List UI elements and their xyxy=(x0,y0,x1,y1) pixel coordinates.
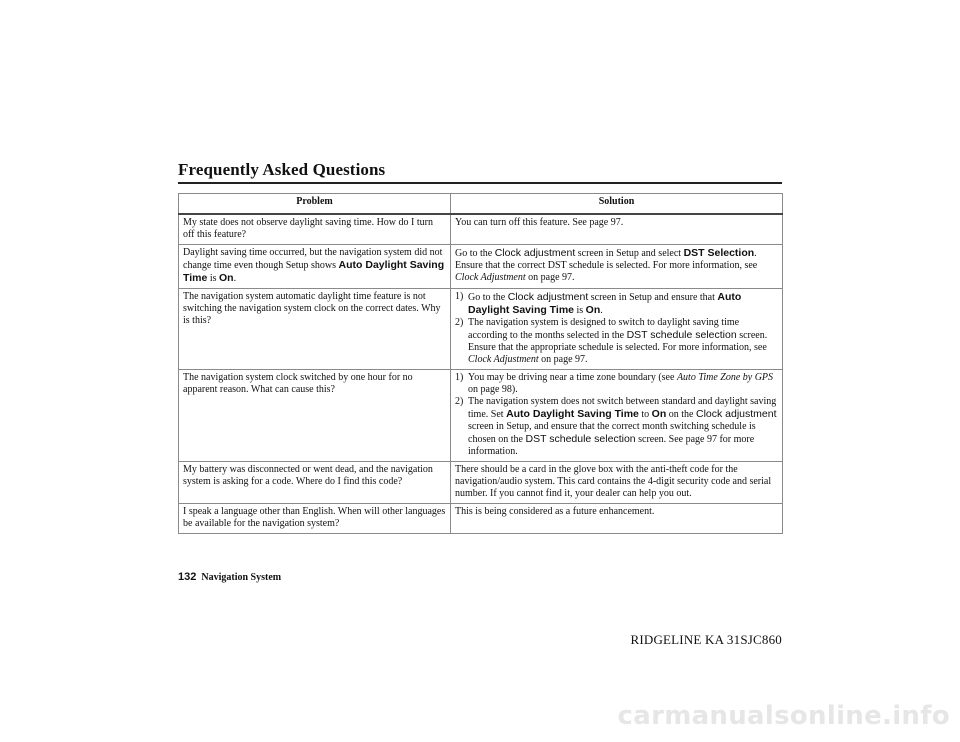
problem-cell: The navigation system automatic daylight time feature is not switching the navigation system clock on the correct dates. Why is this? xyxy=(179,289,451,370)
item-number: 1) xyxy=(455,372,464,383)
item-number: 2) xyxy=(455,317,464,328)
solution-text: . xyxy=(600,305,603,316)
model-code: RIDGELINE KA 31SJC860 xyxy=(630,632,782,647)
solution-text: to xyxy=(638,409,652,420)
dst-schedule-selection-term: DST schedule selection xyxy=(525,433,636,445)
problem-text: . xyxy=(233,273,237,284)
auto-daylight-saving-time-term: Auto Daylight Saving Time xyxy=(506,408,639,420)
problem-cell: I speak a language other than English. When will other languages be available for the navigation system? xyxy=(179,504,451,534)
page-footer xyxy=(178,571,281,583)
solution-list-item xyxy=(455,291,778,317)
faq-table xyxy=(178,193,783,534)
solution-text: The navigation system is designed to switch to daylight saving time according to the months selected in the xyxy=(468,317,740,341)
footer-section-title: Navigation System xyxy=(201,572,282,583)
table-row xyxy=(179,214,783,245)
solution-column-header: Solution xyxy=(451,194,783,215)
problem-text: is xyxy=(207,273,219,284)
solution-text: screen. Ensure that the appropriate schedule is selected. For more information, see xyxy=(468,330,768,353)
dst-schedule-selection-term: DST schedule selection xyxy=(626,329,737,341)
clock-adjustment-reference: Clock Adjustment xyxy=(455,272,526,283)
problem-cell: The navigation system clock switched by one hour for no apparent reason. What can cause this? xyxy=(179,370,451,462)
solution-text: on page 97. xyxy=(525,272,575,283)
problem-text: Daylight saving time occurred, but the navigation system did not change time even though Setup shows xyxy=(183,247,443,271)
clock-adjustment-term: Clock adjustment xyxy=(507,291,589,303)
solution-cell: There should be a card in the glove box with the anti-theft code for the navigation/audio system. This card contains the 4-digit security code and serial number. If you cannot find it, your dealer can help you out. xyxy=(451,462,783,504)
solution-text: on page 97. xyxy=(538,354,588,365)
table-header-row xyxy=(179,194,783,215)
clock-adjustment-term: Clock adjustment xyxy=(494,247,576,259)
solution-list-item xyxy=(455,396,778,458)
solution-text: screen in Setup and select xyxy=(575,248,684,259)
item-number: 2) xyxy=(455,396,464,407)
solution-text: Go to the xyxy=(455,248,495,259)
problem-cell: My battery was disconnected or went dead, and the navigation system is asking for a code. Where do I find this code? xyxy=(179,462,451,504)
table-row xyxy=(179,289,783,370)
problem-cell: My state does not observe daylight saving time. How do I turn off this feature? xyxy=(179,214,451,245)
table-row xyxy=(179,504,783,534)
title-rule xyxy=(178,182,782,184)
table-row xyxy=(179,370,783,462)
solution-cell: This is being considered as a future enhancement. xyxy=(451,504,783,534)
on-term: On xyxy=(585,304,601,316)
watermark: carmanualsonline.info xyxy=(617,701,950,731)
solution-text: is xyxy=(574,305,586,316)
dst-selection-term: DST Selection xyxy=(683,247,755,259)
solution-cell xyxy=(451,370,783,462)
page-title: Frequently Asked Questions xyxy=(178,160,386,179)
on-term: On xyxy=(651,408,667,420)
solution-text: You may be driving near a time zone boundary (see xyxy=(468,372,677,383)
solution-list-item xyxy=(455,317,778,366)
solution-text: on page 98). xyxy=(468,384,518,395)
clock-adjustment-term: Clock adjustment xyxy=(695,408,777,420)
problem-column-header: Problem xyxy=(179,194,451,215)
solution-text: screen in Setup and ensure that xyxy=(588,292,718,303)
solution-text: . Ensure that the correct DST schedule is selected. For more information, see xyxy=(455,248,758,271)
solution-list-item xyxy=(455,372,778,396)
table-row xyxy=(179,462,783,504)
solution-text: screen in Setup, and ensure that the correct month switching schedule is chosen on the xyxy=(468,421,756,445)
solution-cell xyxy=(451,289,783,370)
auto-daylight-saving-time-term: Auto Daylight Saving Time xyxy=(183,259,445,284)
solution-cell xyxy=(451,245,783,289)
problem-cell xyxy=(179,245,451,289)
solution-text: screen. See page 97 for more information. xyxy=(468,434,755,457)
solution-cell: You can turn off this feature. See page 97. xyxy=(451,214,783,245)
auto-daylight-saving-time-term: Auto Daylight Saving Time xyxy=(468,291,742,316)
table-row xyxy=(179,245,783,289)
on-term: On xyxy=(219,272,234,284)
solution-text: The navigation system does not switch between standard and daylight saving time. Set xyxy=(468,396,777,420)
solution-text: on the xyxy=(666,409,696,420)
clock-adjustment-reference: Clock Adjustment xyxy=(468,354,539,365)
auto-time-zone-reference: Auto Time Zone by GPS xyxy=(676,372,774,383)
page-number: 132 xyxy=(178,571,197,583)
item-number: 1) xyxy=(455,291,464,302)
solution-text: Go to the xyxy=(468,292,508,303)
